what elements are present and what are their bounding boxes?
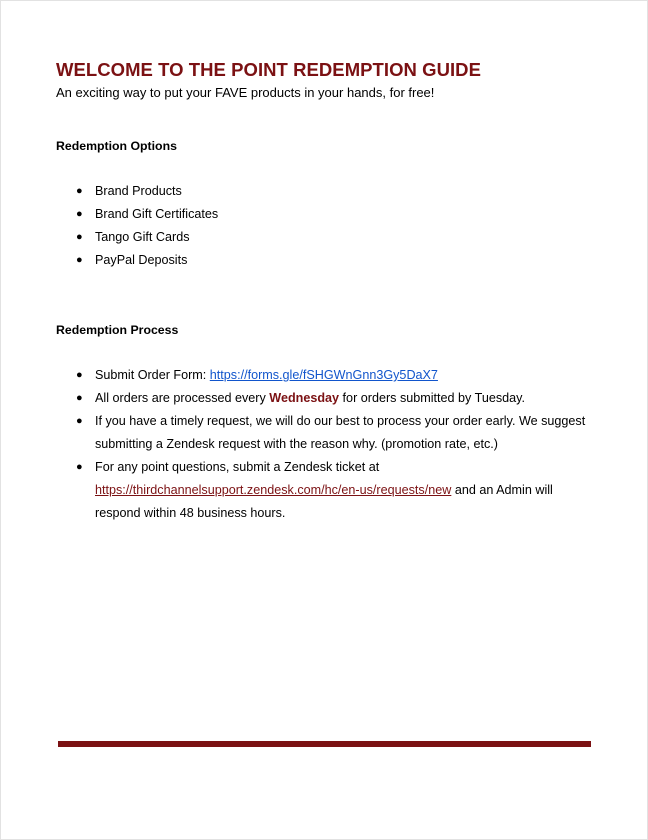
list-item [56,456,596,525]
list-item [56,226,596,249]
bullet-icon: ● [76,185,83,197]
bullet-icon: ● [76,392,83,404]
bullet-icon: ● [76,369,83,381]
timely-request-text: If you have a timely request, we will do our best to process your order early. We suggest submitting a Zendesk request with the reason why. (promotion rate, etc.) [95,414,586,451]
option-label: Tango Gift Cards [95,230,190,244]
redemption-options-heading: Redemption Options [56,139,177,153]
order-form-label: Submit Order Form: [95,368,210,382]
support-text-before: For any point questions, submit a Zendesk ticket at [95,460,380,474]
bullet-icon: ● [76,254,83,266]
list-item [56,364,596,387]
processing-day: Wednesday [269,391,340,405]
option-label: PayPal Deposits [95,253,188,267]
bullet-icon: ● [76,208,83,220]
redemption-options-list [56,180,596,272]
footer-divider [58,741,591,747]
bullet-icon: ● [76,415,83,427]
page-title: WELCOME TO THE POINT REDEMPTION GUIDE [56,59,481,80]
option-label: Brand Gift Certificates [95,207,219,221]
list-item [56,387,596,410]
support-text-after: and an Admin will respond within 48 business hours. [95,483,553,520]
option-label: Brand Products [95,184,182,198]
redemption-process-list [56,364,596,525]
list-item [56,410,596,456]
processing-text-before: All orders are processed every [95,391,270,405]
redemption-process-heading: Redemption Process [56,323,179,337]
list-item [56,203,596,226]
list-item [56,180,596,203]
page-subtitle: An exciting way to put your FAVE products in your hands, for free! [56,85,435,100]
list-item [56,249,596,272]
bullet-icon: ● [76,461,83,473]
zendesk-link[interactable]: https://thirdchannelsupport.zendesk.com/hc/en-us/requests/new [95,483,452,497]
order-form-link[interactable]: https://forms.gle/fSHGWnGnn3Gy5DaX7 [209,368,438,382]
bullet-icon: ● [76,231,83,243]
processing-text-after: for orders submitted by Tuesday. [339,391,526,405]
